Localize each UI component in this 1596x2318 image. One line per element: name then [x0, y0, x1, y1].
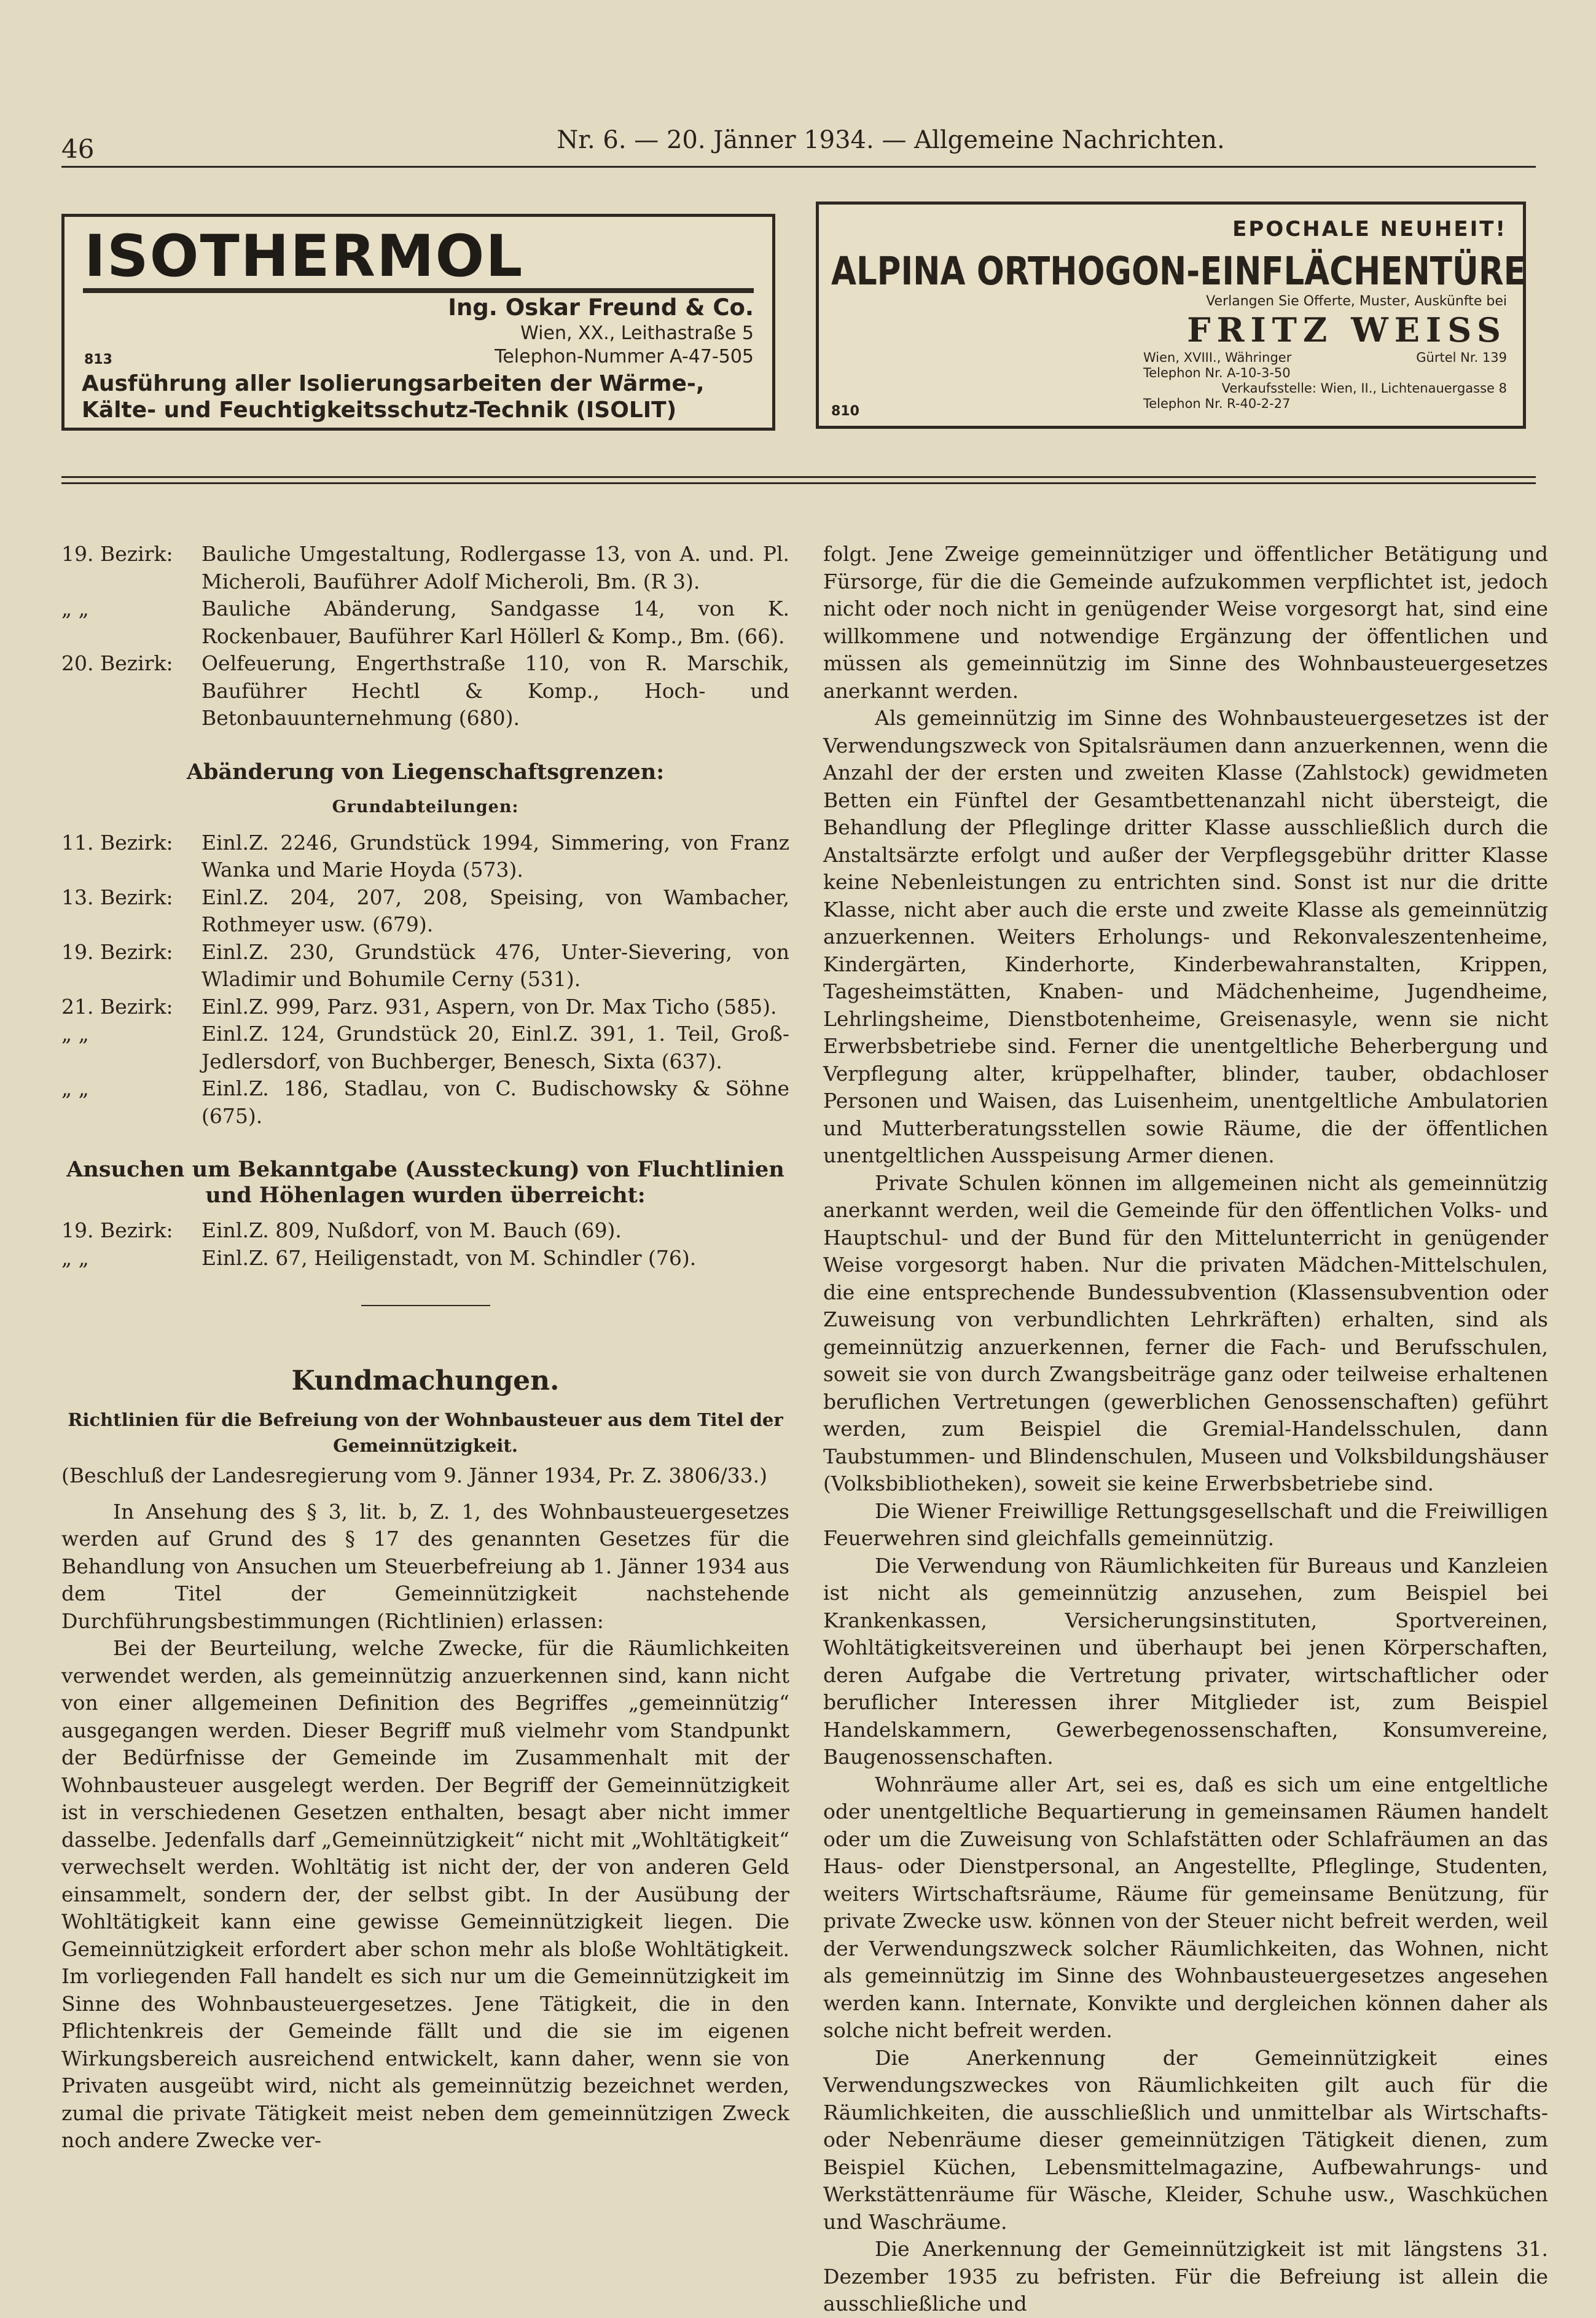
list-item — [61, 650, 789, 732]
district-key: 19. Bezirk: — [61, 939, 173, 964]
isothermol-advertisement — [61, 214, 775, 431]
district-key: „ „ — [61, 1022, 89, 1046]
paragraph: Bei der Beurteilung, welche Zwecke, für die Räumlichkeiten verwendet werden, als gemeinnützig anzuerkennen sind, kann nicht von einer allgemeinen Definition des Begriffes „gemeinnützig“ ausgegangen werden. Dieser Begriff muß vielmehr vom Standpunkt der Bedürfnisse der Gemeinde im Zusammenhalt mit der Wohnbausteuer ausgelegt werden. Der Begriff der Gemeinnützigkeit ist in verschiedenen Gesetzen enthalten, besagt aber nicht immer dasselbe. Jedenfalls darf „Gemeinnützigkeit“ nicht mit „Wohltätigkeit“ verwechselt werden. Wohltätig ist nicht der, der von anderen Geld einsammelt, sondern der, der selbst gibt. In der Ausübung der Wohltätigkeit kann eine gewisse Gemeinnützigkeit liegen. Die Gemeinnützigkeit erfordert aber schon mehr als bloße Wohltätigkeit. Im vorliegenden Fall handelt es sich nur um die Gemeinnützigkeit im Sinne des Wohnbausteuergesetzes. Jene Tätigkeit, die in den Pflichtenkreis der Gemeinde fällt und die sie im eigenen Wirkungsbereich ausreichend entwickelt, kann daher, wenn sie von Privaten ausgeübt wird, nicht als gemeinnützig bezeichnet werden, zumal die private Tätigkeit meist neben dem gemeinnützigen Zweck noch andere Zwecke ver- — [61, 1636, 789, 2152]
district-key: „ „ — [61, 1245, 89, 1270]
list-item — [61, 1075, 789, 1130]
paragraph: Die Anerkennung der Gemeinnützigkeit ist mit längstens 31. Dezember 1935 zu befristen. Für die Befreiung ist allein die ausschließliche und — [823, 2237, 1548, 2316]
vendor-address-street: Gürtel Nr. 139 — [1416, 350, 1507, 365]
list-item — [61, 541, 789, 595]
vendor-address-city: Wien, XVIII., Währinger — [1143, 350, 1292, 365]
ad-title: ALPINA ORTHOGON-EINFLÄCHENTÜRE — [831, 249, 1526, 294]
paragraph: Die Verwendung von Räumlichkeiten für Bureaus und Kanzleien ist nicht als gemeinnützig anzusehen, zum Beispiel bei Krankenkassen, Versicherungsinstituten, Sportvereinen, Wohltätigkeitsvereinen und überhaupt bei jenen Körperschaften, deren Aufgabe die Vertretung privater, wirtschaftlicher oder beruflicher Interessen ihrer Mitglieder ist, zum Beispiel Handelskammern, Gewerbegenossenschaften, Konsumvereine, Baugenossenschaften. — [823, 1553, 1548, 1769]
entry-text: Einl.Z. 809, Nußdorf, von M. Bauch (69). — [201, 1218, 622, 1242]
running-title: Nr. 6. — 20. Jänner 1934. — Allgemeine Nachrichten. — [557, 126, 1225, 154]
page-number: 46 — [61, 134, 95, 164]
company-name: Ing. Oskar Freund & Co. — [448, 294, 754, 321]
vendor-store: Verkaufsstelle: Wien, II., Lichtenauergasse 8 — [1221, 381, 1507, 396]
entry-text: Einl.Z. 67, Heiligenstadt, von M. Schindler (76). — [201, 1245, 697, 1270]
paragraph: Private Schulen können im allgemeinen nicht als gemeinnützig anerkannt werden, weil die Gemeinde für den öffentlichen Volks- und Hauptschul- und der Bund für den Mittelunterricht in genügender Weise vorgesorgt haben. Nur die privaten Mädchen-Mittelschulen, die eine entsprechende Bundessubvention (Klassensubvention oder Zuweisung von verbundlichten Lehrkräften) erhalten, sind als gemeinnützig anzuerkennen, ferner die Fach- und Berufsschulen, soweit sie von durch Zwangsbeiträge ganz oder teilweise erhaltenen beruflichen Vertretungen (gewerblichen Genossenschaften) geführt werden, zum Beispiel die Gremial-Handelsschulen, dann Taubstummen- und Blindenschulen, Museen und Volksbildungshäuser (Volksbibliotheken), soweit sie keine Erwerbsbetriebe sind. — [823, 1170, 1548, 1495]
vendor-address — [1143, 350, 1507, 365]
district-key: 13. Bezirk: — [61, 885, 173, 909]
section-rule — [61, 476, 1536, 478]
paragraph: folgt. Jene Zweige gemeinnütziger und öffentlicher Betätigung und Fürsorge, für die die Gemeinde aufzukommen verpflichtet ist, jedoch nicht oder noch nicht in genügender Weise vorgesorgt hat, sind eine willkommene und notwendige Ergänzung der öffentlichen und müssen als gemeinnützig im Sinne des Wohnbausteuergesetzes anerkannt werden. — [823, 542, 1548, 703]
list-item — [61, 993, 789, 1021]
ad-slogan-line-1: Ausführung aller Isolierungsarbeiten der Wärme-, — [82, 371, 705, 396]
header-rule — [61, 166, 1536, 168]
district-key: „ „ — [61, 1076, 89, 1100]
district-key: 11. Bezirk: — [61, 830, 173, 855]
ad-number: 810 — [831, 404, 859, 419]
entry-text: Bauliche Umgestaltung, Rodlergasse 13, von A. und. Pl. Micheroli, Bauführer Adolf Micheroli, Bm. (R 3). — [201, 542, 789, 593]
list-item — [61, 1217, 789, 1245]
big-heading: Kundmachungen. — [291, 1365, 560, 1396]
district-key: „ „ — [61, 597, 89, 621]
list-item — [61, 595, 789, 650]
ad-slogan-line-2: Kälte- und Feuchtigkeitsschutz-Technik (ISOLIT) — [82, 397, 677, 423]
district-key: 21. Bezirk: — [61, 994, 173, 1019]
company-phone: Telephon-Nummer A-47-505 — [495, 346, 754, 367]
isothermol-logo: ISOTHERMOL — [84, 223, 524, 290]
district-key: 20. Bezirk: — [61, 651, 173, 675]
section-heading: Ansuchen um Bekanntgabe (Aussteckung) von Fluchtlinien und Höhenlagen wurden überreicht: — [66, 1157, 784, 1208]
district-key: 19. Bezirk: — [61, 542, 173, 566]
entry-text: Einl.Z. 204, 207, 208, Speising, von Wambacher, Rothmeyer usw. (679). — [201, 885, 789, 936]
notice-title: Richtlinien für die Befreiung von der Wohnbausteuer aus dem Titel der Gemeinnützigkeit. — [68, 1409, 783, 1456]
ad-number: 813 — [84, 352, 112, 367]
paragraph: Die Anerkennung der Gemeinnützigkeit eines Verwendungszweckes von Räumlichkeiten gilt auch für die Räumlichkeiten, die ausschließlich und unmittelbar als Wirtschafts- oder Nebenräume dieser gemeinnützigen Tätigkeit dienen, zum Beispiel Küchen, Lebensmittelmagazine, Aufbewahrungs- und Werkstättenräume für Wäsche, Kleider, Schuhe usw., Waschküchen und Waschräume. — [823, 2045, 1548, 2234]
left-column — [61, 541, 789, 2155]
separator — [361, 1305, 490, 1306]
paragraph: Die Wiener Freiwillige Rettungsgesellschaft und die Freiwilligen Feuerwehren sind gleichfalls gemeinnützig. — [823, 1498, 1548, 1550]
entry-text: Oelfeuerung, Engerthstraße 110, von R. Marschik, Bauführer Hechtl & Komp., Hoch- und Betonbauunternehmung (680). — [201, 651, 789, 730]
list-item — [61, 1245, 789, 1272]
ad-offer: Verlangen Sie Offerte, Muster, Auskünfte bei — [1206, 294, 1507, 309]
logo-underline — [83, 288, 754, 293]
entry-text: Einl.Z. 230, Grundstück 476, Unter-Sievering, von Wladimir und Bohumile Cerny (531). — [201, 939, 789, 991]
alpina-advertisement — [816, 202, 1526, 429]
section-heading: Abänderung von Liegenschaftsgrenzen: — [186, 759, 665, 785]
list-item — [61, 1020, 789, 1075]
resolution-reference: (Beschluß der Landesregierung vom 9. Jänner 1934, Pr. Z. 3806/33.) — [61, 1463, 767, 1487]
section-rule — [61, 482, 1536, 484]
paragraph: In Ansehung des § 3, lit. b, Z. 1, des Wohnbausteuergesetzes werden auf Grund des § 17 des genannten Gesetzes für die Behandlung von Ansuchen um Steuerbefreiung ab 1. Jänner 1934 aus dem Titel der Gemeinnützigkeit nachstehende Durchführungsbestimmungen (Richtlinien) erlassen: — [61, 1499, 789, 1633]
ad-tagline: EPOCHALE NEUHEIT! — [1232, 217, 1507, 241]
entry-text: Einl.Z. 186, Stadlau, von C. Budischowsky & Söhne (675). — [201, 1076, 789, 1128]
entry-text: Einl.Z. 124, Grundstück 20, Einl.Z. 391, 1. Teil, Groß-Jedlersdorf, von Buchberger, Benesch, Sixta (637). — [201, 1022, 789, 1073]
district-key: 19. Bezirk: — [61, 1218, 173, 1242]
paragraph: Wohnräume aller Art, sei es, daß es sich um eine entgeltliche oder unentgeltliche Bequartierung in gemeinsamen Räumen handelt oder um die Zuweisung von Schlafstätten oder Schlafräumen an das Haus- oder Dienstpersonal, an Angestellte, Pfleglinge, Studenten, weiters Wirtschaftsräume, Räume für gemeinsame Benützung, für private Zwecke usw. können von der Steuer nicht befreit werden, weil der Verwendungszweck solcher Räumlichkeiten, das Wohnen, nicht als gemeinnützig im Sinne des Wohnbausteuergesetzes angesehen werden kann. Internate, Konvikte und dergleichen können daher als solche nicht befreit werden. — [823, 1772, 1548, 2042]
entry-text: Einl.Z. 999, Parz. 931, Aspern, von Dr. Max Ticho (585). — [201, 994, 777, 1019]
vendor-name: FRITZ WEISS — [1187, 310, 1507, 350]
vendor-phone: Telephon Nr. A-10-3-50 — [1143, 366, 1291, 380]
list-item — [61, 939, 789, 993]
entry-text: Einl.Z. 2246, Grundstück 1994, Simmering, von Franz Wanka und Marie Hoyda (573). — [201, 830, 789, 882]
store-phone: Telephon Nr. R-40-2-27 — [1143, 396, 1291, 411]
entry-text: Bauliche Abänderung, Sandgasse 14, von K. Rockenbauer, Bauführer Karl Höllerl & Komp., Bm. (66). — [201, 597, 789, 648]
company-address: Wien, XX., Leithastraße 5 — [520, 323, 754, 344]
list-item — [61, 829, 789, 884]
section-subheading: Grundabteilungen: — [332, 797, 519, 816]
paragraph: Als gemeinnützig im Sinne des Wohnbausteuergesetzes ist der Verwendungszweck von Spitalsräumen dann anzuerkennen, wenn die Anzahl der der ersten und zweiten Klasse (Zahlstock) gewidmeten Betten ein Fünftel der Gesamtbettenanzahl nicht übersteigt, die Behandlung der Pfleglinge dritter Klasse ausschließlich durch die Anstaltsärzte erfolgt und außer der Verpflegsgebühr dritter Klasse keine Nebenleistungen zu entrichten sind. Sonst ist nur die dritte Klasse, nicht aber auch die erste und zweite Klasse als gemeinnützig anzuerkennen. Weiters Erholungs- und Rekonvaleszentenheime, Kindergärten, Kinderhorte, Kinderbewahranstalten, Krippen, Tagesheimstätten, Knaben- und Mädchenheime, Jugendheime, Lehrlingsheime, Dienstbotenheime, Greisenasyle, wenn sie nicht Erwerbsbetriebe sind. Ferner die unentgeltliche Beherbergung und Verpflegung alter, krüppelhafter, blinder, tauber, obdachloser Personen und Waisen, das Luisenheim, unentgeltliche Ambulatorien und Mutterberatungsstellen sowie Räume, die der öffentlichen unentgeltlichen Ausspeisung Armer dienen. — [823, 706, 1548, 1167]
right-column — [823, 541, 1548, 2318]
list-item — [61, 884, 789, 939]
